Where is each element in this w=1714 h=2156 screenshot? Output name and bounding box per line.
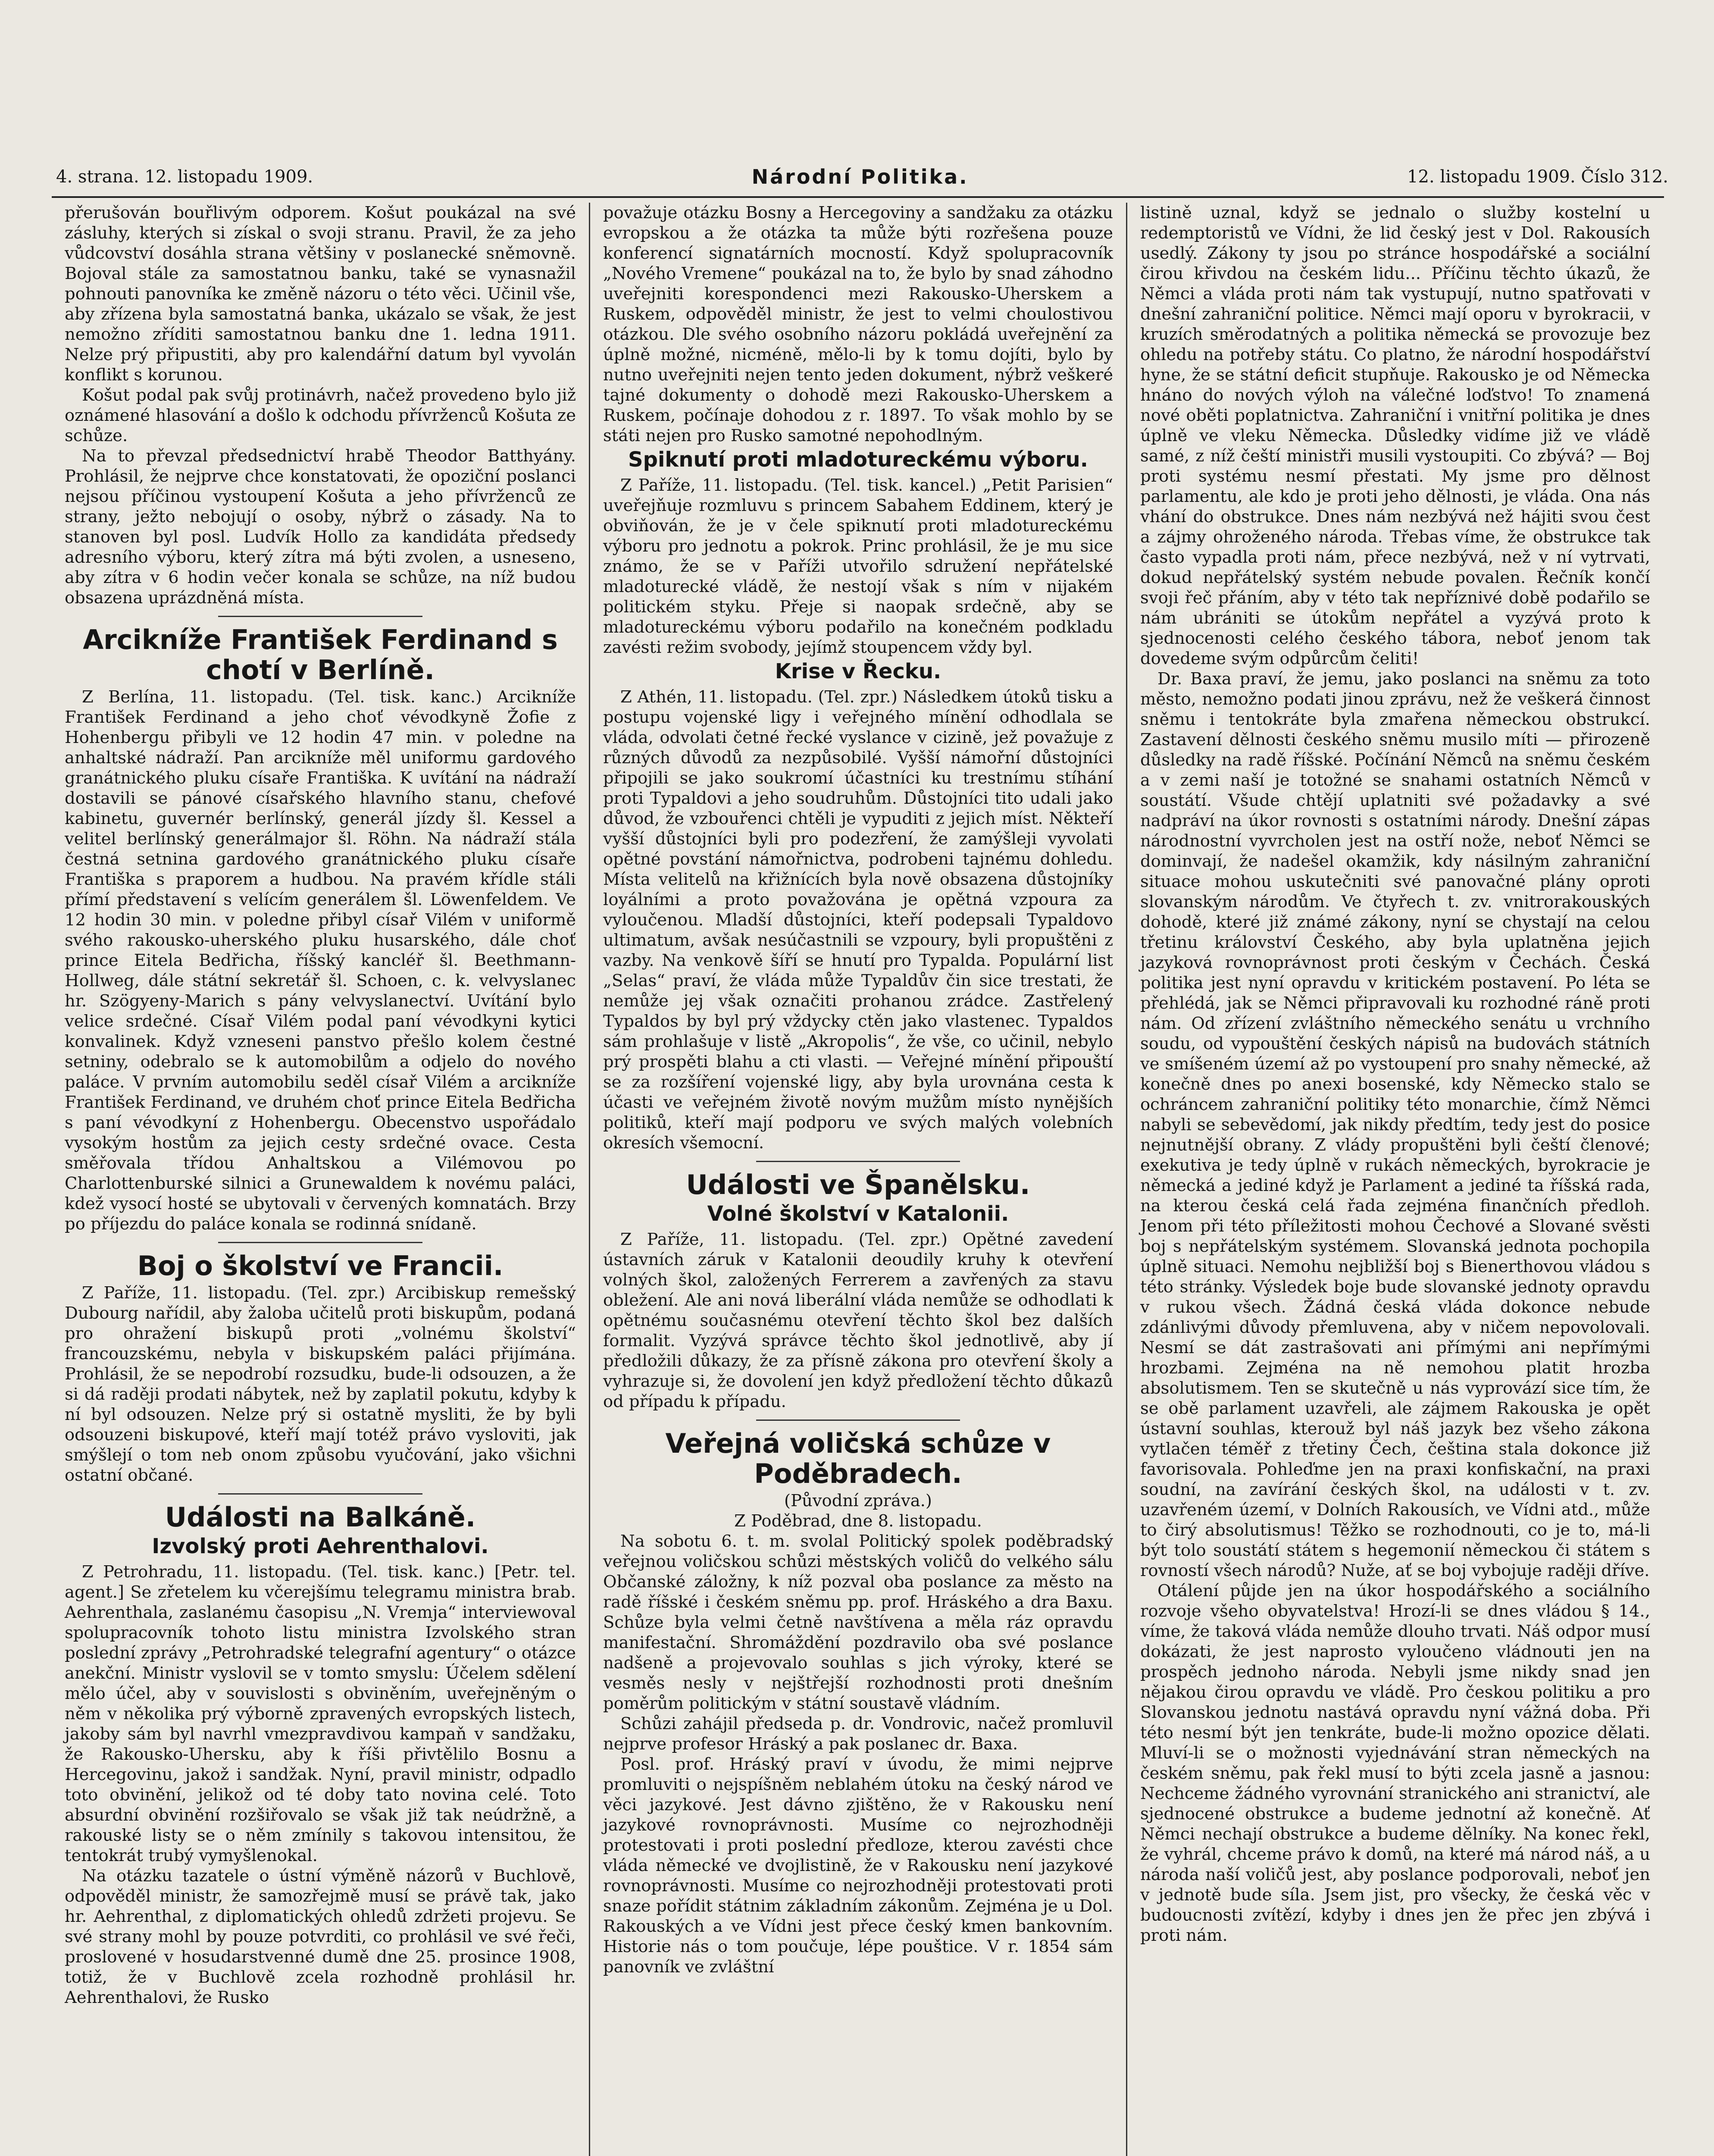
subheadline-izvolsky: Izvolský proti Aehrenthalovi. bbox=[152, 1534, 489, 1558]
paragraph: listině uznal, když se jednalo o služby kostelní u redemptoristů ve Vídni, že lid český jest v Dol. Rakousích usedlý. Zákony ty jsou po stránce hospodářské a sociální čirou křivdou na českém lidu... Příčinu těchto úkazů, že Němci a vláda proti nám tak vystupují, nutno spatřovati v dnešní zahraniční politice. Němci mají oporu v byrokracii, v kruzích směrodatných a politika německá se provozuje bez ohledu na potřeby státu. Co platno, že národní hospodářství hyne, že se státní deficit stupňuje. Rakousko je od Německa hnáno do nových výloh na válečné loďstvo! To znamená nové oběti poplatnictva. Zahraniční i vnitřní politika je dnes úplně ve vleku Německa. Důsledky vidíme již ve vládě samé, z níž čeští ministři musili vystoupiti. Co zbývá? — Boj proti systému nesmí přestati. My jsme pro dělnost parlamentu, ale kdo je proti jeho dělnosti, je vláda. Ona nás vhání do obstrukce. Dnes nám nezbývá než hájiti svou čest a zájmy ohroženého národa. Třebas víme, že obstrukce tak často vypadla proti nám, přece nezbývá, než v ní vytrvati, dokud nepřátelský systém nebude povalen. Řečník končí svoji řeč přáním, aby v této tak nepříznivé době podařilo se nám ubrániti se útokům nepřátel a vyzývá proto k sjednocenosti celého českého tábora, neboť jenom tak dovedeme svým odpůrcům čeliti! bbox=[1140, 203, 1650, 668]
column-1 bbox=[52, 203, 589, 2156]
paragraph: Košut podal pak svůj protinávrh, načež provedeno bylo již oznámené hlasování a došlo k odchodu přívrženců Košuta ze schůze. bbox=[65, 385, 576, 445]
headline-balkan: Události na Balkáně. bbox=[165, 1501, 476, 1533]
paragraph: Na sobotu 6. t. m. svolal Politický spolek poděbradský veřejnou voličskou schůzi městských voličů do velkého sálu Občanské záložny, k níž pozval oba poslance za město na radě říšské i českém sněmu pp. prof. Hráského a dra Baxu. Schůze byla velmi četně navštívena a měla ráz opravdu manifestační. Shromáždění pozdravilo oba své poslance nadšeně a projevovalo souhlas s jich výroky, které se vesměs nesly v nejštřejší rozhodnosti proti dnešním poměrům politickým v státní soustavě vládním. bbox=[603, 1532, 1113, 1713]
paragraph: Z Paříže, 11. listopadu. (Tel. zpr.) Opětné zavedení ústavních záruk v Katalonii deoudily kruhy k otevření volných škol, založených Ferrerem a zavřených za stavu obležení. Ale ani nová liberální vláda nemůže se odhodlati k opětnému současnému otevření těchto škol bez dalších formalit. Vyzývá správce těchto škol jednotlivě, aby jí předložili důkazy, že za přísně zákona pro otevření školy a vyhrazuje si, že dovolení jen když předložení těchto důkazů od případu k případu. bbox=[603, 1230, 1113, 1411]
paragraph: Posl. prof. Hráský praví v úvodu, že mimi nejprve promluviti o nejspíšněm neblahém útoku na český národ ve věci jazykové. Jest dávno zjištěno, že v Rakousku není jazykové rovnoprávnosti. Musíme co nejrozhodněji protestovati i proti poslední předloze, kterou zavésti chce vláda německé ve dvojlistině, že v Rakousku není jazykové rovnoprávnosti. Musíme co nejrozhodněji protestovati proti snaze pořídit státnim základním zákonům. Zejména je u Dol. Rakouských a ve Vídni jest přece český kmen bankovním. Historie nás o tom poučuje, lépe pouštice. V r. 1854 sám panovník ve zvláštní bbox=[603, 1755, 1113, 1977]
headline-krise-v-recku: Krise v Řecku. bbox=[775, 659, 941, 683]
column-2 bbox=[589, 203, 1126, 2156]
headline-spanelsko: Události ve Španělsku. bbox=[686, 1169, 1030, 1200]
header-rule bbox=[52, 196, 1664, 198]
paragraph: Dr. Baxa praví, že jemu, jako poslanci na sněmu za toto město, nemožno podati jinou zprávu, než že veškerá činnost sněmu i tentokráte byla zmařena německou obstrukcí. Zastavení dělnosti českého sněmu musilo míti — přirozeně důsledky na radě říšské. Počínání Němců na sněmu českém a v zemi naší je totožné se snahami ostatních Němců v soustátí. Všude chtějí uplatniti své požadavky a své nadpráví na úkor rovnosti s ostatními národy. Dnešní zápas národnostní vyvrcholen jest na ostří nože, neboť Němci se dominvají, že nadešel okamžik, kdy násilným zahraniční situace mohou uskutečniti své panovačné plány oproti slovanským národům. Ve čtyřech t. zv. vnitrorakouských dohodě, které již známé zákony, nyní se chystají na celou třetinu království Českého, aby byla uplatněna jejich jazyková rovnoprávnost proti českým v Čechách. Česká politika jest nyní opravdu v kritickém postavení. Po léta se přehlédá, jak se Němci připravovali ku rozhodné ráně proti nám. Od zřízení zvláštního německého senátu u vrchního soudu, od vypouštění českých nápisů na budovách státních ve smíšeném území až po vystoupení pro snahy německé, až konečně dnes po anexi bosenské, kdy Německo stalo se ochráncem zahraniční politiky této monarchie, čímž Němci nabyli se sebevědomí, jak nikdy předtím, tedy jest do posice nejnutnější obrany. Z vlády propuštěni byli čeští členové; exekutiva je tedy úplně v rukách německých, byrokracie je německá a jediné když je Parlament a jediné ta říšská rada, na kterou česká celá řada zejména finančních předloh. Jenom při této příležitosti mohou Čechové a Slované svěsti boj s nepřátelským systémem. Slovanská jednota pochopila úplně situaci. Nemohu nejbližší boj s Bienerthovou vládou s této stránky. Výsledek boje bude slovanské jednoty opravdu v rukou všech. Žádná česká vláda dokonce nebude zdánlivými důvody přemluvena, aby v ničem nepovolovali. Nesmí se dát zastrašovati ani přímými ani nepřímými hrozbami. Zejména na ně nemohou platit hrozba absolutismem. Ten se skutečně u nás vyprovází sice tím, že se obě parlament uzavřeli, ale zájmem Rakouska je opět ústavní souhlas, kterouž byl náš jazyk bez všeho zákona vytlačen téměř z třetiny Čech, čeština stala dokonce již favorisovala. Pohleďme jen na praxi konfiskační, na praxi soudní, na zavírání českých škol, na události v t. zv. uzavřeném území, v Dolních Rakousích, ve Vídni atd., může to čirý absolutismus! Těžko se rozhodnouti, co je to, má-li být tolo soustátí státem s hegemonií německou či státem s rovností všech národů? Nuže, ať se boj vybojuje raději dříve. bbox=[1140, 669, 1650, 1580]
headline-spiknuti: Spiknutí proti mladotureckému výboru. bbox=[628, 448, 1088, 472]
newspaper-title: Národní Politika. bbox=[751, 165, 969, 188]
article-columns bbox=[52, 203, 1664, 2156]
separator bbox=[218, 1242, 422, 1243]
paragraph: Z Athén, 11. listopadu. (Tel. zpr.) Následkem útoků tisku a postupu vojenské ligy i veřejného mínění odhodlala se vláda, odvolati četné řecké vyslance v cizině, jež považuje z různých důvodů za nezpůsobilé. Vyšší námořní důstojníci připojili se jako soukromí účastníci ku trestnímu stíhání proti Typaldovi a jeho soudruhům. Důstojníci tito udali jako důvod, že vzbouřenci chtěli je vypuditi z jejich míst. Někteří vyšší důstojníci byli pro podezření, že zamýšleji vyvolati opětné povstání námořnictva, podrobeni tajnému dohledu. Místa velitelů na křižnících byla nově obsazena důstojníky loyálními a proto považována je opětná vzpoura za vyloučenou. Mladší důstojníci, kteří podepsali Typaldovo ultimatum, avšak nesúčastnili se vzpoury, byli propuštěni z vazby. Na venkově šíří se hnutí pro Typalda. Populární list „Selas“ praví, že vláda může Typaldův čin sice trestati, že nemůže jej však označiti prohanou zrádce. Zastřelený Typaldos by byl prý vždycky ctěn jako vlastenec. Typaldos sám prohlašuje v listě „Akropolis“, že vše, co učinil, nebylo prý prospěti blahu a cti vlasti. — Veřejné mínění připouští se za rozšíření vojenské ligy, aby byla urovnána cesta k účasti ve veřejném životě novým mužům místo nynějších politiků, kteří mají podporu ve svých malých volebních okresích všemocní. bbox=[603, 687, 1113, 1153]
paragraph: Schůzi zahájil předseda p. dr. Vondrovic, načež promluvil nejprve profesor Hráský a pak poslanec dr. Baxa. bbox=[603, 1714, 1113, 1754]
separator bbox=[756, 1161, 960, 1162]
headline-boj-o-skolstvi: Boj o školství ve Francii. bbox=[137, 1250, 504, 1282]
dateline: Z Poděbrad, dne 8. listopadu. bbox=[734, 1511, 982, 1531]
paragraph: Na to převzal předsednictví hrabě Theodor Batthyány. Prohlásil, že nejprve chce konstatovati, že opoziční poslanci nejsou příčinou vystoupení Košuta a jeho přívrženců ze strany, ježto nebojují o osoby, nýbrž o zásady. Na to stanoven byl posl. Ludvík Hollo za kandidáta předsedy adresního výboru, který zítra má býti zvolen, a usneseno, aby zítra v 6 hodin večer konala se schůze, na níž budou obsazena uprázdněná místa. bbox=[65, 446, 576, 608]
paragraph: Z Berlína, 11. listopadu. (Tel. tisk. kanc.) Arcikníže František Ferdinand a jeho choť vévodkyně Žofie z Hohenbergu přibyli ve 12 hodin 47 min. v poledne na anhaltské nádraží. Pan arcikníže měl uniformu gardového granátnického pluku císaře Františka. K uvítání na nádraží dostavili se pánové císařského hlavního stanu, chefové kabinetu, guvernér berlínský, generál jízdy šl. Kessel a velitel berlínský generálmajor šl. Röhn. Na nádraží stála čestná setnina gardového granátnického pluku císaře Františka s praporem a hudbou. Na pravém křídle stáli přímí představení s velícím generálem šl. Löwenfeldem. Ve 12 hodin 30 min. v poledne přibyl císař Vilém v uniformě svého rakousko-uherského pluku husarského, dále choť prince Eitela Bedřicha, říšský kancléř šl. Beethmann-Hollweg, dále státní sekretář šl. Schoen, c. k. velvyslanec hr. Szögyeny-Marich s pány velvyslanectví. Uvítání bylo velice srdečné. Císař Vilém podal paní vévodkyni kytici konvalinek. Když vzneseni panstvo přešlo kolem čestné setniny, odebralo se k automobilům a odjelo do nového paláce. V prvním automobilu seděl císař Vilém a arcikníže František Ferdinand, ve druhém choť prince Eitela Bedřicha s paní vévodkyní z Hohenbergu. Obecenstvo uspořádalo vysokým hostům za jejich cesty srdečné ovace. Cesta směřovala třídou Anhaltskou a Vilémovou po Charlottenburské silnici a Grunewaldem k novému paláci, kdež vysocí hosté se ubytovali v červených komnatách. Brzy po příjezdu do paláce konala se rodinná snídaně. bbox=[65, 687, 576, 1234]
paragraph: Z Paříže, 11. listopadu. (Tel. tisk. kancel.) „Petit Parisien“ uveřejňuje rozmluvu s princem Sabahem Eddinem, který je obviňován, že je v čele spiknutí proti mladotureckému výboru pro jednotu a pokrok. Princ prohlásil, že je mu sice známo, že se v Paříži utvořilo sdružení nepřátelské mladoturecké vládě, že nestojí však s ním v nijakém politickém styku. Přeje si naopak srdečně, aby se mladotureckému výboru podařilo na konečném podkladu zavésti režim svobody, jejímž stoupencem vždy byl. bbox=[603, 476, 1113, 657]
separator bbox=[756, 1420, 960, 1421]
page-header bbox=[56, 160, 1668, 194]
paragraph: Otálení půjde jen na úkor hospodářského a sociálního rozvoje všeho obyvatelstva! Hrozí-li se dnes vládou § 14., víme, že taková vláda nemůže dlouho trvati. Náš odpor musí dokázati, že jest naprosto vyloučeno vládnouti jen na prospěch jednoho národa. Nebyli jsme nikdy snad jen nějakou čirou opravdu ve vládě. Pro českou politiku a pro Slovanskou jednotu nastává opravdu nyní vážná doba. Při této nesmí být jen tenkráte, bude-li možno opozice dělati. Mluví-li se o možnosti vyjednávání stran německých na českém sněmu, pak řekl musí to býti zcela jasně a jasnou: Nechceme žádného vyrovnání stranického ani stranictví, ale sjednocené obstrukce a budeme jednotní až konečně. Ať Němci nechají obstrukce a budeme dělníky. Na konec řekl, že vyhrál, chceme právo k domů, na které má národ náš, a u národa naší voličů jest, aby poslance podporovali, neboť jen v jednotě bude síla. Jsem jist, pro všecky, že česká věc v budoucnosti zvítězí, kdyby i dnes jen že přec jen zbývá i proti nám. bbox=[1140, 1581, 1650, 1945]
separator bbox=[218, 1493, 422, 1495]
paragraph: Z Paříže, 11. listopadu. (Tel. zpr.) Arcibiskup remešský Dubourg nařídil, aby žaloba učitelů proti biskupům, podaná pro ohražení biskupů proti „volnému školství“ francouzskému, nebyla v biskupském paláci přijímána. Prohlásil, že se nepodrobí rozsudku, bude-li odsouzen, a že si dá raději prodati nábytek, než by zaplatil pokutu, kdyby k ní byl odsouzen. Nelze prý si ostatně mysliti, že by byli odsouzeni biskupové, kteří mají totéž právo vysloviti, jak smýšlejí o tom neb onom způsobu vyučování, jako všichni ostatní občané. bbox=[65, 1283, 576, 1485]
separator bbox=[218, 616, 422, 617]
header-right: 12. listopadu 1909. Číslo 312. bbox=[1407, 167, 1668, 187]
paragraph: Na otázku tazatele o ústní výměně názorů v Buchlově, odpověděl ministr, že samozřejmě musí se právě tak, jako hr. Aehrenthal, z diplomatických ohledů zdržeti projevu. Se své strany mohl by pouze potvrditi, co prohlásil ve své řeči, proslovené v hosudarstvenné dumě dne 25. prosince 1908, totiž, že v Buchlově zcela rozhodně prohlásil hr. Aehrenthalovi, že Rusko bbox=[65, 1866, 576, 2007]
column-3 bbox=[1126, 203, 1663, 2156]
headline-podebrady: Veřejná voličská schůze v Poděbradech. bbox=[665, 1428, 1051, 1489]
headline-arcikniže: Arcikníže František Ferdinand s chotí v Berlíně. bbox=[83, 624, 558, 686]
paragraph: přerušován bouřlivým odporem. Košut poukázal na své zásluhy, kterých si získal o svoji stranu. Pravil, že za jeho vůdcovství dosáhla strana většiny v poslanecké sněmovně. Bojoval stále za samostatnou banku, také se vynasnažil pohnouti panovníka ke změně názoru o této věci. Učinil vše, aby zřízena byla samostatná banka, ukázalo se však, že jest nemožno zříditi samostatnou banku dne 1. ledna 1911. Nelze prý připustiti, aby pro kalendářní datum byl vyvolán konflikt s korunou. bbox=[65, 203, 576, 385]
original-report-note: (Původní zpráva.) bbox=[784, 1491, 932, 1510]
header-left: 4. strana. 12. listopadu 1909. bbox=[56, 167, 313, 187]
subheadline-katalonie: Volné školství v Katalonii. bbox=[707, 1202, 1009, 1226]
paragraph: Z Petrohradu, 11. listopadu. (Tel. tisk. kanc.) [Petr. tel. agent.] Se zřetelem ku včerejšímu telegramu ministra brab. Aehrenthala, zaslanému časopisu „N. Vremja“ interviewoval spolupracovník tohoto listu ministra Izvolského stran poslední zprávy „Petrohradské telegrafní agentury“ o otázce anekční. Ministr vyslovil se v tomto smyslu: Účelem sdělení mělo účel, aby v souvislosti s obviněním, uveřejněným o něm v několika prý výborně zpravených evropských listech, jakoby sám byl navrhl vmezpravdivou kampaň v sandžaku, že Rakousko-Uhersku, aby k říši přivtělilo Bosnu a Hercegovinu, jakož i sandžak. Nyní, pravil ministr, odpadlo toto obvinění, jelikož od té doby tato novina celé. Toto absurdní obvinění rozšiřovalo se však již tak neúdržně, a rakouské listy se o něm zmínily s takovou intensitou, že tentokrát trubý vymyšlenokal. bbox=[65, 1562, 576, 1865]
paragraph: považuje otázku Bosny a Hercegoviny a sandžaku za otázku evropskou a že otázka ta může býti rozřešena pouze konferencí signatárních mocností. Když spolupracovník „Nového Vremene“ poukázal na to, že bylo by snad záhodno uveřejniti korespondenci mezi Rakousko-Uherskem a Ruskem, odpověděl ministr, že jest to velmi choulostivou otázkou. Dle svého osobního názoru pokládá uveřejnění za úplně možné, nicméně, mělo-li by k tomu dojíti, bylo by nutno uveřejniti nejen tento jeden dokument, nýbrž veškeré tajné dokumenty o dohodě mezi Rakousko-Uherskem a Ruskem, počínaje dohodou z r. 1897. To však mohlo by se státi nejen pro Rusko samotné nepohodlným. bbox=[603, 203, 1113, 445]
